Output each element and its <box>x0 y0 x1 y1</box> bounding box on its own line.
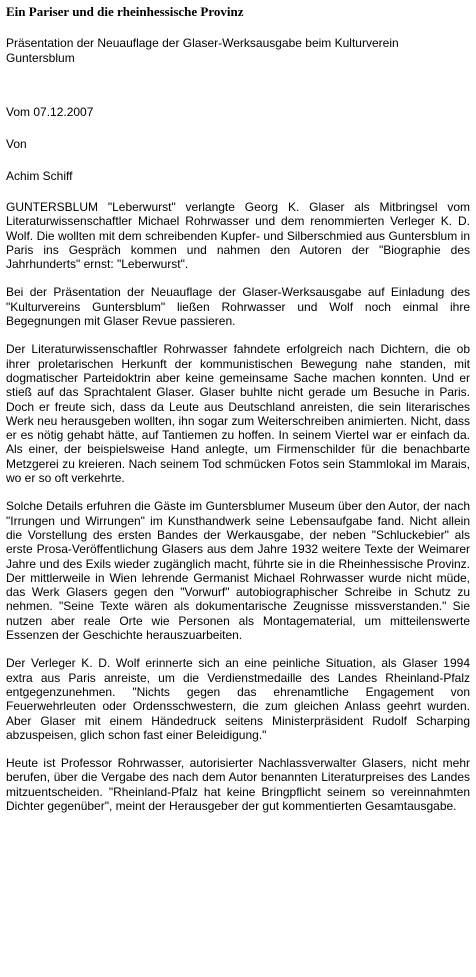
article-title: Ein Pariser und die rheinhessische Provinz <box>6 4 244 19</box>
article-paragraph-5: Der Verleger K. D. Wolf erinnerte sich an eine peinliche Situation, als Glaser 1994 extra aus Paris anreiste, um die Verdienstmedaille des Landes Rheinland-Pfalz entgegenzunehmen. "Nichts gegen das ehrenamtliche Engagement von Feuerwehrleuten oder Ordensschwestern, die zum gleichen Anlass geehrt wurden. Aber Glaser mit einem Händedruck seitens Ministerpräsident Rudolf Scharping abzuspeisen, glich schon fast einer Beleidigung." <box>6 656 470 742</box>
byline-prefix: Von <box>6 137 27 151</box>
article-date: Vom 07.12.2007 <box>6 105 94 119</box>
article-paragraph-6: Heute ist Professor Rohrwasser, autorisierter Nachlassverwalter Glasers, nicht mehr berufen, über die Vergabe des nach dem Autor benannten Literaturpreises des Landes mitzuentscheiden. "Rheinland-Pfalz hat keine Bringpflicht seinem so vereinnahmten Dichter gegenüber", meint der Herausgeber der gut kommentierten Gesamtausgabe. <box>6 756 470 813</box>
article-paragraph-4: Solche Details erfuhren die Gäste im Guntersblumer Museum über den Autor, der nach "Irrungen und Wirrungen" im Kunsthandwerk seine Lebensaufgabe fand. Nicht allein die Vorstellung des ersten Bandes der Werkausgabe, der neben "Schluckebier" als erste Prosa-Veröffentlichung Glasers aus dem Jahre 1932 weitere Texte der Weimarer Jahre und des Exils wieder zugänglich macht, führte sie in die Rheinhessische Provinz. Der mittlerweile in Wien lehrende Germanist Michael Rohrwasser wurde nicht müde, das Werk Glasers gegen den "Vorwurf" autobiographischer Schreibe in Schutz zu nehmen. "Seine Texte wären als dokumentarische Zeugnisse missverstanden." Sie nutzen aber reale Orte wie Personen als Montagematerial, um mitteilenswerte Essenzen der Geschichte herauszuarbeiten. <box>6 499 470 643</box>
article-paragraph-3: Der Literaturwissenschaftler Rohrwasser fahndete erfolgreich nach Dichtern, die ob ihrer proletarischen Herkunft der kommunistischen Bewegung nahe standen, mit dogmatischer Parteidoktrin aber keine gemeinsame Sache machen konnten. Und er stieß auf das Sprachtalent Glaser. Glaser buhlte nicht gerade um Besuche in Paris. Doch er freute sich, dass da Leute aus Deutschland anreisten, die sein literarisches Werk neu herausgeben wollten, ihn sogar zum Weiterschreiben animierten. Nicht, dass er es nötig gehabt hätte, auf Tantiemen zu hoffen. In seinem Viertel war er einfach da. Als einer, der beispielsweise Hand anlegte, um Firmenschilder für die benachbarte Metzgerei zu kreieren. Nach seinem Tod schmücken Fotos sein Stammlokal im Marais, wo er so oft verkehrte. <box>6 342 470 486</box>
article-author: Achim Schiff <box>6 169 73 183</box>
article-subtitle: Präsentation der Neuauflage der Glaser-Werksausgabe beim Kulturverein Guntersblum <box>6 36 399 65</box>
article-paragraph-1: GUNTERSBLUM "Leberwurst" verlangte Georg K. Glaser als Mitbringsel vom Literaturwissenschaftler Michael Rohrwasser und dem renommierten Verleger K. D. Wolf. Die wollten mit dem schreibenden Kupfer- und Silberschmied aus Guntersblum in Paris ins Gespräch kommen und nahmen den Autoren der "Biographie des Jahrhunderts" ernst: "Leberwurst". <box>6 200 470 272</box>
article-paragraph-2: Bei der Präsentation der Neuauflage der Glaser-Werksausgabe auf Einladung des "Kulturvereins Guntersblum" ließen Rohrwasser und Wolf noch einmal ihre Begegnungen mit Glaser Revue passieren. <box>6 285 470 329</box>
